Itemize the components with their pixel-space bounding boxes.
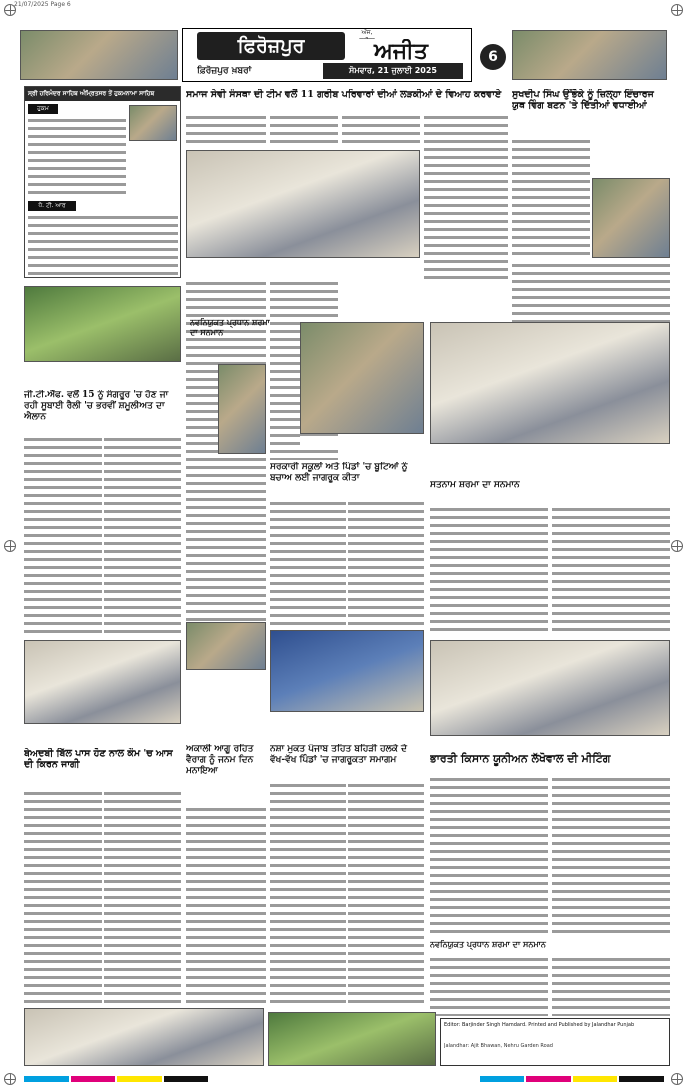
masthead-subtitle: ਫ਼ਿਰੋਜ਼ਪੁਰ ਖ਼ਬਰਾਂ	[197, 66, 252, 76]
story-akali-col	[186, 806, 266, 1006]
magenta-swatch	[71, 1076, 116, 1082]
story-weddings-col2	[270, 114, 338, 148]
story-youth-wing-col1	[512, 138, 590, 258]
story-sacrilege-col2	[104, 790, 181, 1005]
black-swatch	[619, 1076, 664, 1082]
magenta-swatch	[526, 1076, 571, 1082]
plantation-caption	[24, 364, 181, 376]
publisher-contact: Jalandhar: Ajit Bhawan, Nehru Garden Road	[444, 1043, 553, 1049]
cyan-swatch	[480, 1076, 525, 1082]
headline-weddings: ਸਮਾਜ ਸੇਵੀ ਸੰਸਥਾ ਦੀ ਟੀਮ ਵਲੋਂ 11 ਗਰੀਬ ਪਰਿਵਾਰਾਂ ਦੀਆਂ ਲੜਕੀਆਂ ਦੇ ਵਿਆਹ ਕਰਵਾਏ	[186, 89, 502, 100]
awareness-photo	[270, 630, 424, 712]
students-caption	[430, 446, 670, 460]
story-gtf-col1	[24, 436, 102, 636]
story-honour-col2	[552, 506, 670, 636]
masthead-date: ਸੋਮਵਾਰ, 21 ਜੁਲਾਈ 2025	[323, 63, 463, 79]
masthead-title-right: ਅਜੀਤ	[351, 39, 451, 63]
crop-mark-icon	[671, 540, 683, 552]
headline-sidebar-small: ਨਵਨਿਯੁਕਤ ਪ੍ਰਧਾਨ ਸ਼ਰਮਾ ਦਾ ਸਨਮਾਨ	[190, 318, 270, 337]
yellow-swatch	[117, 1076, 162, 1082]
masthead-title-left: ਫਿਰੋਜ਼ਪੁਰ	[197, 32, 345, 60]
hukamnama-translation	[28, 214, 178, 276]
headline-guru-sahib: ਨਵਨਿਯੁਕਤ ਪ੍ਰਧਾਨ ਸ਼ਰਮਾ ਦਾ ਸਨਮਾਨ	[430, 940, 546, 949]
youth-wing-photo	[592, 178, 670, 258]
story-nasha-col1	[270, 782, 346, 1006]
kisan-union-photo	[430, 640, 670, 736]
story-guru-col1	[430, 956, 548, 1016]
headline-kisan-union: ਭਾਰਤੀ ਕਿਸਾਨ ਯੂਨੀਅਨ ਲੱਖੋਵਾਲ ਦੀ ਮੀਟਿੰਗ	[430, 752, 611, 765]
story-kisan-col1	[430, 776, 548, 938]
story-sacrilege-col1	[24, 790, 102, 1005]
story-weddings-col1	[186, 114, 266, 148]
headline-nasha-mukt: ਨਸ਼ਾ ਮੁਕਤ ਪੰਜਾਬ ਤਹਿਤ ਬਹਿੜੀ ਹਲਕੇ ਦੇ ਵੱਖ-ਵੱਖ ਪਿੰਡਾਂ 'ਚ ਜਾਗਰੂਕਤਾ ਸਮਾਗਮ	[270, 744, 407, 765]
registration-bar	[24, 1076, 664, 1084]
story-honour-col1	[430, 506, 548, 636]
story-gtf-col2	[104, 436, 181, 636]
crop-mark-icon	[4, 1073, 16, 1085]
story-trees-col1	[270, 500, 346, 626]
story-weddings-col3	[342, 114, 420, 148]
hukamnama-text	[28, 117, 126, 197]
story-nasha-col2	[348, 782, 424, 1006]
school-caption	[300, 436, 424, 450]
kisan-union-caption	[430, 738, 670, 748]
cyan-swatch	[24, 1076, 69, 1082]
yellow-swatch	[573, 1076, 618, 1082]
event-photo-small	[186, 622, 266, 670]
masthead	[182, 28, 472, 82]
weddings-photo	[186, 150, 420, 258]
plantation-photo	[24, 286, 181, 362]
headline-gtf-rally: ਜੀ.ਟੀ.ਐੱਫ. ਵਲੋਂ 15 ਨੂੰ ਸੰਗਰੂਰ 'ਚ ਹੋਣ ਜਾ ਰਹੀ ਸੂਬਾਈ ਰੈਲੀ 'ਚ ਭਰਵੀਂ ਸ਼ਮੂਲੀਅਤ ਦਾ ਐਲਾਨ	[24, 390, 169, 422]
story-guru-col2	[552, 956, 670, 1016]
crop-mark-icon	[671, 4, 683, 16]
portrait-photo	[218, 364, 266, 454]
publisher-box	[440, 1018, 670, 1066]
school-photo	[300, 322, 424, 434]
masthead-photo-right	[512, 30, 667, 80]
story-weddings-col4	[424, 114, 508, 284]
story-youth-wing-col2	[512, 262, 670, 322]
awareness-caption	[270, 714, 424, 734]
headline-akali-birthday: ਅਕਾਲੀ ਆਗੂ ਰਹਿਤ ਵੈਰਾਗ ਨੂੰ ਜਨਮ ਦਿਨ ਮਨਾਇਆ	[186, 744, 254, 776]
bottom-group-photo	[24, 1008, 264, 1066]
crop-mark-icon	[671, 1073, 683, 1085]
bottom-plantation-photo	[268, 1012, 436, 1066]
headline-trees: ਸਰਕਾਰੀ ਸਕੂਲਾਂ ਅਤੇ ਪਿੰਡਾਂ 'ਚ ਬੂਟਿਆਂ ਨੂੰ ਬਚਾਅ ਲਈ ਜਾਗਰੂਕ ਕੀਤਾ	[270, 462, 408, 483]
crop-mark-icon	[4, 4, 16, 16]
crop-mark-icon	[4, 540, 16, 552]
hukam-label: ਹੁਕਮ	[28, 104, 58, 114]
black-swatch	[164, 1076, 209, 1082]
headline-sacrilege-bill: ਬੇਅਦਬੀ ਬਿੱਲ ਪਾਸ ਹੋਣ ਨਾਲ ਕੌਮ 'ਚ ਆਸ ਦੀ ਕਿਰਨ ਜਾਗੀ	[24, 748, 173, 771]
page-number-badge: 6	[480, 44, 506, 70]
gathering-caption	[24, 726, 181, 742]
hukamnama-box	[24, 86, 181, 278]
print-slug: 21/07/2025 Page 6	[14, 1, 71, 8]
headline-youth-wing: ਸੁਖਦੀਪ ਸਿੰਘ ਉੱਭੋਕੇ ਨੂੰ ਜ਼ਿਲ੍ਹਾ ਇੰਚਾਰਜ ਯੁਥ ਵਿੰਗ ਬਣਨ 'ਤੇ ਦਿੱਤੀਆਂ ਵਧਾਈਆਂ	[512, 89, 654, 112]
headline-honour: ਸਤਨਾਮ ਸ਼ਰਮਾ ਦਾ ਸਨਮਾਨ	[430, 480, 520, 490]
gathering-photo	[24, 640, 181, 724]
publisher-text: Editor: Barjinder Singh Hamdard. Printed and Published by Jalandhar Punjab	[444, 1022, 635, 1028]
students-photo	[430, 322, 670, 444]
golden-temple-photo	[129, 105, 177, 141]
hukamnama-heading: ਸ੍ਰੀ ਹਰਿਮੰਦਰ ਸਾਹਿਬ ਅੰਮ੍ਰਿਤਸਰ ਤੋਂ ਹੁਕਮਨਾਮਾ ਸਾਹਿਬ	[25, 87, 181, 101]
dtr-label: ਧੋ. ਟੀ. ਆਰ	[28, 201, 76, 211]
masthead-tagline: ਅੱਜ,	[361, 29, 373, 36]
weddings-caption	[186, 260, 420, 274]
masthead-photo-left	[20, 30, 178, 80]
story-kisan-col2	[552, 776, 670, 938]
story-trees-col2	[348, 500, 424, 626]
spacer	[210, 1076, 477, 1082]
